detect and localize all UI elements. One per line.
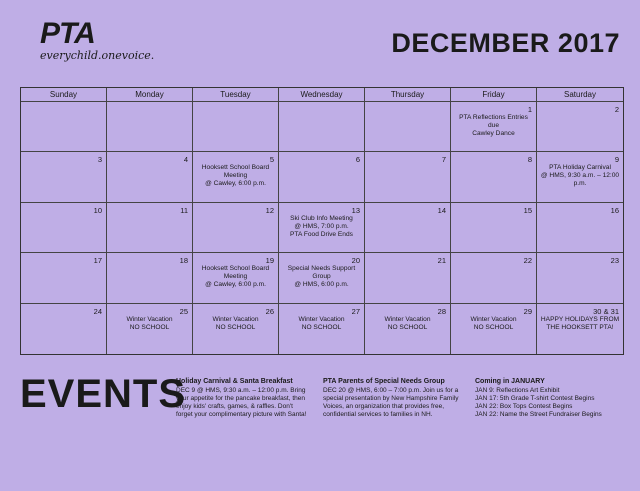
day-event: Winter Vacation NO SCHOOL xyxy=(212,315,259,331)
day-event: Ski Club Info Meeting @ HMS, 7:00 p.m. PTA Food Drive Ends xyxy=(290,214,353,238)
day-number: 4 xyxy=(183,155,188,165)
day-cell xyxy=(451,102,537,152)
day-number: 24 xyxy=(93,306,102,316)
day-cell xyxy=(451,152,537,202)
day-cell xyxy=(365,152,451,202)
day-number: 1 xyxy=(527,105,532,114)
day-number: 6 xyxy=(355,155,360,165)
day-event: Winter Vacation NO SCHOOL xyxy=(384,315,431,331)
day-cell xyxy=(107,304,193,354)
day-cell xyxy=(193,102,279,152)
logo-wordmark: PTA xyxy=(40,17,95,50)
day-number: 23 xyxy=(610,256,619,266)
day-number: 17 xyxy=(93,256,102,266)
carnival-body: DEC 9 @ HMS, 9:30 a.m. – 12:00 p.m. Bring your appetite for the pancake breakfast, then enjoy kids' crafts, games, & raffles. Don't forget your complimentary picture with Santa! xyxy=(176,387,307,418)
weekday-header: Friday xyxy=(451,88,537,102)
day-cell xyxy=(193,152,279,202)
day-number: 30 & 31 xyxy=(593,306,619,316)
carnival-heading: Holiday Carnival & Santa Breakfast xyxy=(176,378,293,385)
calendar-grid xyxy=(20,87,624,355)
day-number: 19 xyxy=(265,256,274,266)
january-heading: Coming in JANUARY xyxy=(475,378,545,385)
day-cell xyxy=(537,203,623,253)
day-number: 27 xyxy=(351,306,360,316)
january-item: JAN 9: Reflections Art Exhibit xyxy=(475,387,560,394)
day-number: 10 xyxy=(93,205,102,215)
day-event: Winter Vacation NO SCHOOL xyxy=(298,315,345,331)
day-number: 18 xyxy=(179,256,188,266)
day-event: Winter Vacation NO SCHOOL xyxy=(470,315,517,331)
january-item: JAN 17: 5th Grade T-shirt Contest Begins xyxy=(475,395,595,402)
day-event: Special Needs Support Group @ HMS, 6:00 p.m. xyxy=(287,265,356,289)
events-title: EVENTS xyxy=(20,372,187,416)
weekday-header: Thursday xyxy=(365,88,451,102)
day-cell xyxy=(451,203,537,253)
day-cell xyxy=(537,102,623,152)
day-cell xyxy=(279,253,365,303)
day-number: 2 xyxy=(614,105,619,114)
day-cell xyxy=(21,253,107,303)
day-cell xyxy=(537,253,623,303)
day-number: 8 xyxy=(527,155,532,165)
day-event: PTA Holiday Carnival @ HMS, 9:30 a.m. – 12:00 p.m. xyxy=(540,164,620,188)
weekday-header: Tuesday xyxy=(193,88,279,102)
day-number: 25 xyxy=(179,306,188,316)
month-title: DECEMBER 2017 xyxy=(391,28,620,58)
day-number: 22 xyxy=(523,256,532,266)
day-cell xyxy=(279,304,365,354)
day-cell xyxy=(279,102,365,152)
day-cell xyxy=(21,102,107,152)
day-number: 29 xyxy=(523,306,532,316)
day-cell xyxy=(365,102,451,152)
day-number: 7 xyxy=(441,155,446,165)
day-cell xyxy=(537,304,623,354)
day-number: 9 xyxy=(614,155,619,165)
day-event: PTA Reflections Entries due Cawley Dance xyxy=(459,114,528,137)
day-cell xyxy=(107,152,193,202)
day-cell xyxy=(21,304,107,354)
day-cell xyxy=(365,304,451,354)
day-cell xyxy=(279,203,365,253)
day-number: 21 xyxy=(437,256,446,266)
january-item: JAN 22: Box Tops Contest Begins xyxy=(475,403,573,410)
day-cell xyxy=(451,304,537,354)
weekday-header: Wednesday xyxy=(279,88,365,102)
day-cell xyxy=(107,102,193,152)
day-cell xyxy=(279,152,365,202)
day-number: 13 xyxy=(351,205,360,215)
weekday-header: Monday xyxy=(107,88,193,102)
parents-group-body: DEC 20 @ HMS, 6:00 – 7:00 p.m. Join us for a special presentation by New Hampshire Family Voices, an organization that provides free, confidential services to families in NH. xyxy=(323,387,459,418)
day-cell xyxy=(107,203,193,253)
coming-in-january xyxy=(475,378,625,419)
parents-group-event xyxy=(323,378,463,419)
day-cell xyxy=(193,253,279,303)
day-cell xyxy=(365,253,451,303)
day-cell xyxy=(193,203,279,253)
day-number: 28 xyxy=(437,306,446,316)
weekday-header: Saturday xyxy=(537,88,623,102)
day-event: HAPPY HOLIDAYS FROM THE HOOKSETT PTA! xyxy=(540,315,620,331)
day-event: Hooksett School Board Meeting @ Cawley, 6:00 p.m. xyxy=(201,164,270,188)
carnival-event xyxy=(176,378,311,419)
parents-group-heading: PTA Parents of Special Needs Group xyxy=(323,378,445,385)
day-cell xyxy=(21,152,107,202)
day-cell xyxy=(451,253,537,303)
day-number: 14 xyxy=(437,205,446,215)
weekday-header: Sunday xyxy=(21,88,107,102)
day-cell xyxy=(107,253,193,303)
logo-tagline: everychild.onevoice. xyxy=(40,49,155,62)
day-number: 5 xyxy=(269,155,274,165)
day-number: 20 xyxy=(351,256,360,266)
day-number: 11 xyxy=(180,205,188,215)
day-cell xyxy=(21,203,107,253)
day-event: Winter Vacation NO SCHOOL xyxy=(126,315,173,331)
day-event: Hooksett School Board Meeting @ Cawley, 6:00 p.m. xyxy=(201,265,270,289)
day-number: 15 xyxy=(523,205,532,215)
day-number: 16 xyxy=(610,205,619,215)
pta-logo xyxy=(40,17,155,62)
day-number: 12 xyxy=(265,205,274,215)
day-cell xyxy=(365,203,451,253)
january-item: JAN 22: Name the Street Fundraiser Begins xyxy=(475,411,602,418)
day-number: 3 xyxy=(97,155,102,165)
day-cell xyxy=(193,304,279,354)
day-number: 26 xyxy=(265,306,274,316)
day-cell xyxy=(537,152,623,202)
